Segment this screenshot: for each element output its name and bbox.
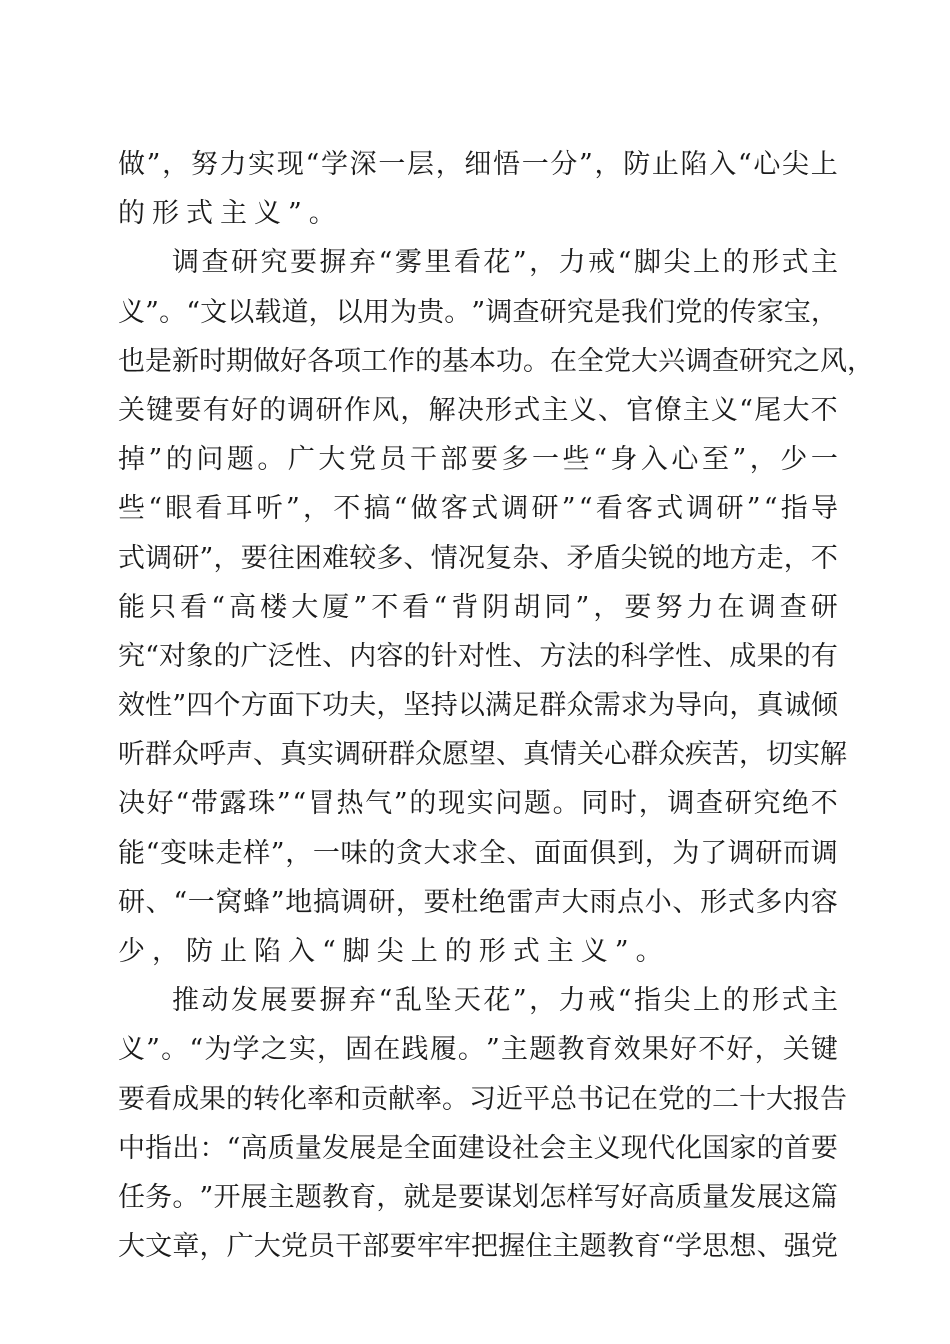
text-line: 要 看 成 果 的 转 化 率 和 贡 献 率 。 习 近 平 总 书 记 在 党 的 二 十 大 报 告 bbox=[118, 1083, 847, 1115]
text-line: 研 、 “ 一 窝 蜂 ” 地 搞 调 研 ， 要 杜 绝 雷 声 大 雨 点 小 、 形 式 多 内 容 bbox=[118, 886, 838, 918]
text-line: 中 指 出 ： “ 高 质 量 发 展 是 全 面 建 设 社 会 主 义 现 代 化 国 家 的 首 要 bbox=[118, 1132, 838, 1164]
text-line: 究 “ 对 象 的 广 泛 性 、 内 容 的 针 对 性 、 方 法 的 科 学 性 、 成 果 的 有 bbox=[118, 640, 838, 672]
text-line: 些 “ 眼 看 耳 听 ” ， 不 搞 “ 做 客 式 调 研 ” “ 看 客 式 调 研 ” “ 指 导 bbox=[118, 493, 838, 525]
text-line: 少，防止陷入“脚尖上的形式主义”。 bbox=[118, 936, 670, 967]
text-line: 能 只 看 “ 高 楼 大 厦 ” 不 看 “ 背 阴 胡 同 ” ， 要 努 力 在 调 查 研 bbox=[118, 591, 838, 623]
text-line: 推 动 发 展 要 摒 弃 “ 乱 坠 天 花 ” ， 力 戒 “ 指 尖 上 的 形 式 主 bbox=[172, 985, 838, 1017]
text-line: 听 群 众 呼 声 、 真 实 调 研 群 众 愿 望 、 真 情 关 心 群 众 疾 苦 ， 切 实 解 bbox=[118, 739, 847, 771]
text-line: 决 好 “ 带 露 珠 ” “ 冒 热 气 ” 的 现 实 问 题 。 同 时 ， 调 查 研 究 绝 不 bbox=[118, 788, 838, 820]
text-line: 大 文 章 ， 广 大 党 员 干 部 要 牢 牢 把 握 住 主 题 教 育 “ 学 思 想 、 强 党 bbox=[118, 1231, 838, 1263]
text-line: 效 性 ” 四 个 方 面 下 功 夫 ， 坚 持 以 满 足 群 众 需 求 为 导 向 ， 真 诚 倾 bbox=[118, 690, 838, 722]
text-line: 掉 ” 的 问 题 。 广 大 党 员 干 部 要 多 一 些 “ 身 入 心 至 ” ， 少 一 bbox=[118, 444, 838, 476]
body-text bbox=[118, 140, 874, 1271]
text-line: 义 ” 。 “ 文 以 载 道 ， 以 用 为 贵 。 ” 调 查 研 究 是 我 们 党 的 传 家 宝 ， bbox=[118, 296, 838, 328]
text-line: 做 ” ， 努 力 实 现 “ 学 深 一 层 ， 细 悟 一 分 ” ， 防 止 陷 入 “ 心 尖 上 bbox=[118, 149, 838, 180]
text-line: 义 ” 。 “ 为 学 之 实 ， 固 在 践 履 。 ” 主 题 教 育 效 果 好 不 好 ， 关 键 bbox=[118, 1034, 838, 1066]
text-line: 调 查 研 究 要 摒 弃 “ 雾 里 看 花 ” ， 力 戒 “ 脚 尖 上 的 形 式 主 bbox=[172, 247, 838, 279]
text-line: 也 是 新 时 期 做 好 各 项 工 作 的 基 本 功 。 在 全 党 大 兴 调 查 研 究 之 风 ， bbox=[118, 345, 874, 377]
text-line: 的形式主义”。 bbox=[118, 198, 343, 230]
text-line: 关 键 要 有 好 的 调 研 作 风 ， 解 决 形 式 主 义 、 官 僚 主 义 “ 尾 大 不 bbox=[118, 394, 838, 426]
text-line: 式 调 研 ” ， 要 往 困 难 较 多 、 情 况 复 杂 、 矛 盾 尖 锐 的 地 方 走 ， 不 bbox=[118, 542, 838, 574]
text-line: 任 务 。 ” 开 展 主 题 教 育 ， 就 是 要 谋 划 怎 样 写 好 高 质 量 发 展 这 篇 bbox=[118, 1181, 838, 1213]
text-line: 能 “ 变 味 走 样 ” ， 一 味 的 贪 大 求 全 、 面 面 俱 到 ， 为 了 调 研 而 调 bbox=[118, 837, 838, 869]
